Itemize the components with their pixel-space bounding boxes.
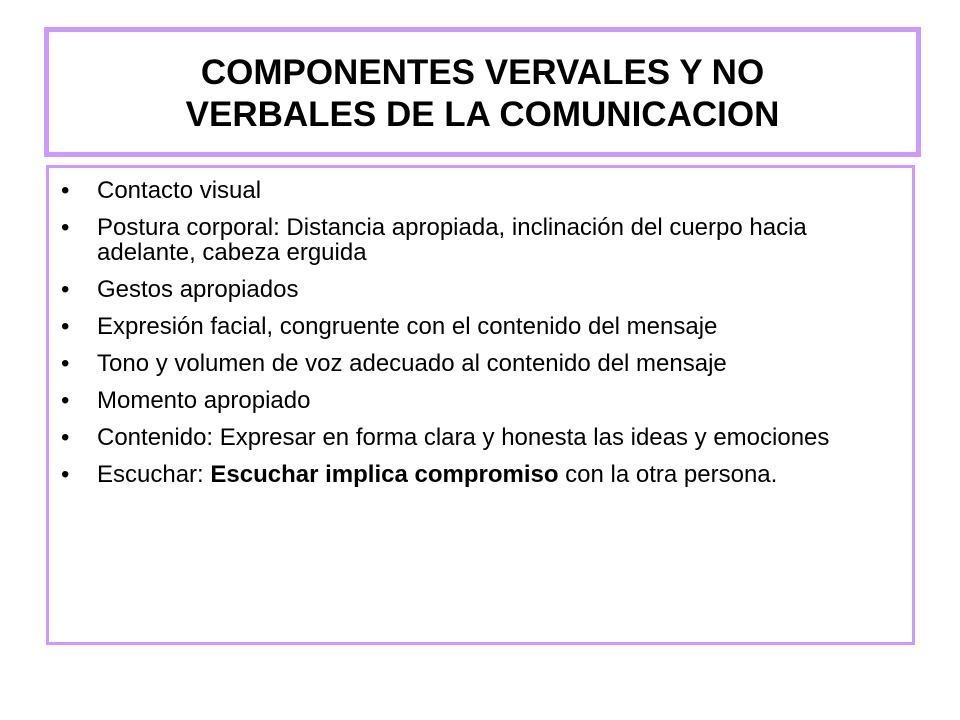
bullet-dot-icon: • [61, 177, 70, 204]
bullet-dot-icon: • [61, 276, 70, 303]
bullet-dot-icon: • [61, 214, 70, 241]
bullet-escuchar [59, 462, 899, 487]
bullet-text: Expresión facial, congruente con el contenido del mensaje [97, 313, 718, 340]
content-box [46, 165, 915, 645]
slide-title-line-1: COMPONENTES VERVALES Y NO [200, 53, 765, 92]
bullet-text: Contacto visual [97, 177, 262, 204]
bullet-text: Tono y volumen de voz adecuado al contenido del mensaje [97, 350, 727, 377]
bullet-text-prefix: Escuchar: [97, 461, 211, 488]
bullet-dot-icon: • [61, 424, 70, 451]
bullet-momento [59, 388, 899, 413]
bullet-text: Momento apropiado [97, 387, 311, 414]
title-box [44, 27, 921, 157]
bullet-dot-icon: • [61, 313, 70, 340]
bullet-text: Contenido: Expresar en forma clara y honesta las ideas y emociones [97, 424, 830, 451]
bullet-text: Gestos apropiados [97, 276, 299, 303]
bullet-contacto-visual [59, 178, 899, 203]
bullet-text-bold: Escuchar implica compromiso [210, 461, 559, 488]
bullet-contenido [59, 425, 899, 450]
bullet-dot-icon: • [61, 387, 70, 414]
bullet-tono-volumen [59, 351, 899, 376]
bullet-text [97, 461, 777, 488]
bullet-text-suffix: con la otra persona. [558, 461, 778, 488]
bullet-postura-corporal [59, 215, 899, 265]
bullet-text: Postura corporal: Distancia apropiada, inclinación del cuerpo hacia adelante, cabeza erguida [97, 214, 807, 266]
bullet-expresion-facial [59, 314, 899, 339]
bullet-dot-icon: • [61, 350, 70, 377]
bullet-list [59, 178, 899, 499]
bullet-gestos [59, 277, 899, 302]
slide-title [186, 48, 780, 136]
slide-title-line-2: VERBALES DE LA COMUNICACION [185, 95, 780, 134]
bullet-dot-icon: • [61, 461, 70, 488]
